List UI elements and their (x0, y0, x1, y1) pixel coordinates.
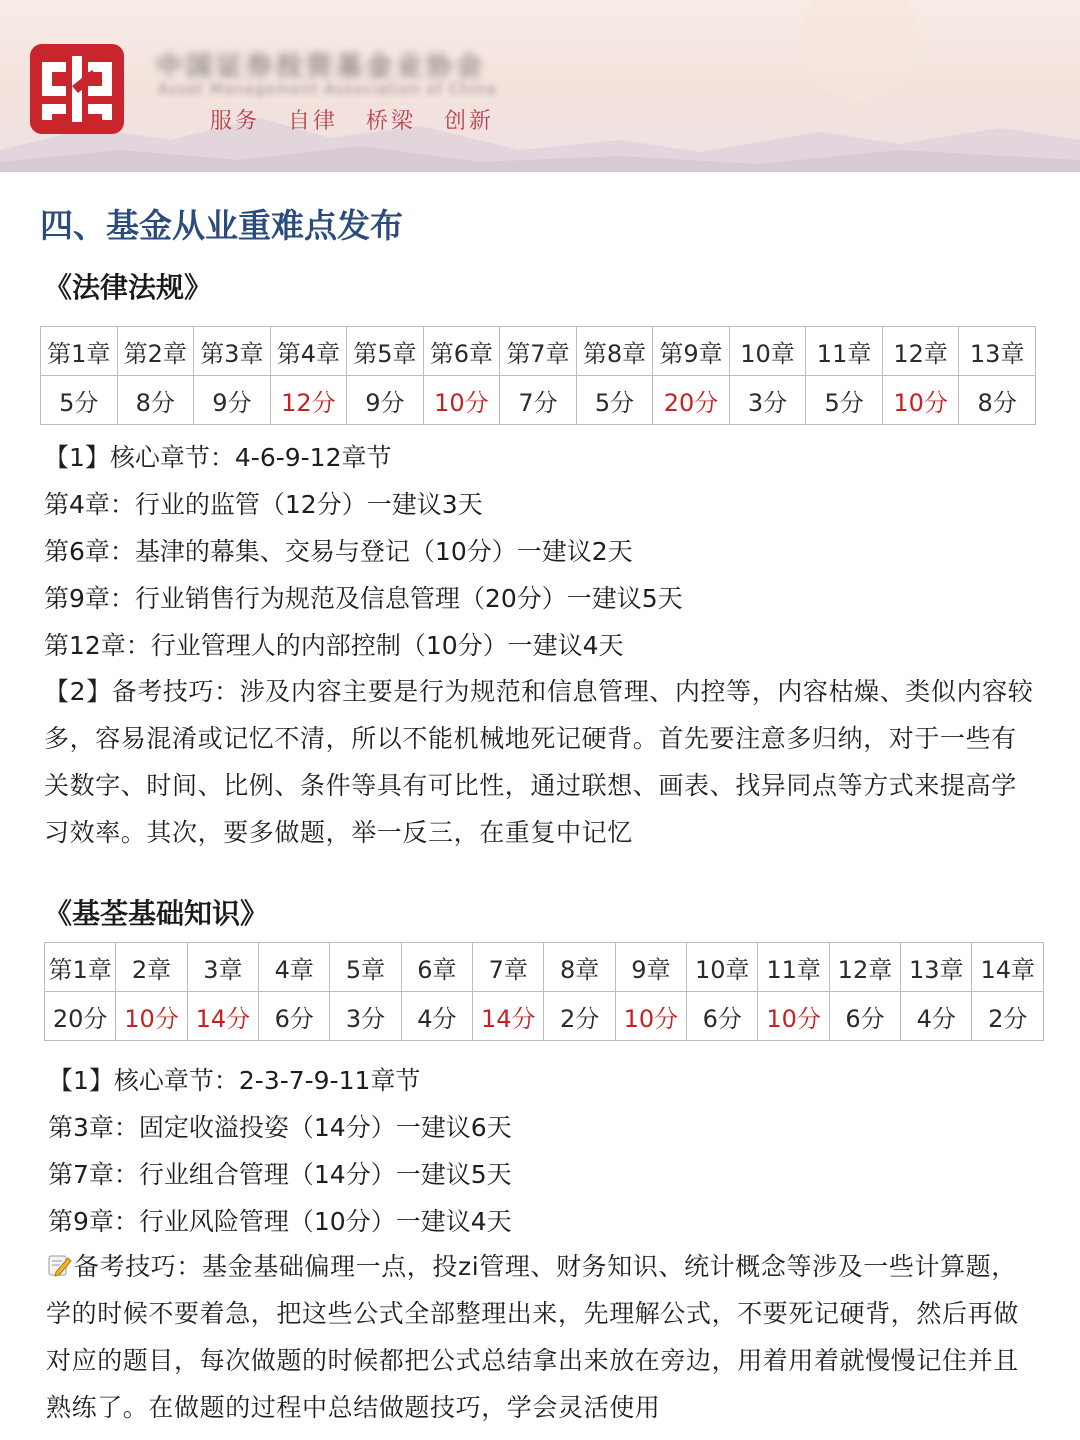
law-score-table (40, 326, 1036, 425)
chapter-cell: 8章 (544, 943, 615, 992)
chapter-cell: 12章 (882, 327, 959, 376)
chapter-cell: 第4章 (270, 327, 347, 376)
score-cell: 4分 (901, 992, 972, 1041)
chapter-cell: 4章 (259, 943, 330, 992)
slogan-word: 自律 (288, 109, 339, 134)
basics-subject-title: 《基荃基础知识》 (44, 897, 269, 930)
score-cell: 14分 (473, 992, 544, 1041)
score-cell: 10分 (882, 376, 959, 425)
organization-name-en: Asset Management Association of China (158, 80, 497, 98)
score-cell: 8分 (117, 376, 194, 425)
law-item: 第12章：行业管理人的内部控制（10分）一建议4天 (44, 631, 624, 660)
score-cell: 10分 (423, 376, 500, 425)
basics-study-tips-text: 备考技巧：基金基础偏理一点，投zi管理、财务知识、统计概念等涉及一些计算题，学的时候不要着急，把这些公式全部整理出来，先理解公式，不要死记硬背，然后再做对应的题目，每次做题的时候都把公式总结拿出来放在旁边，用着用着就慢慢记住并且熟练了。在做题的过程中总结做题技巧，学会灵活使用 (46, 1252, 1019, 1422)
law-item: 第6章：基津的幕集、交易与登记（10分）一建议2天 (44, 537, 633, 566)
score-cell: 5分 (41, 376, 118, 425)
law-subject-title: 《法律法规》 (44, 271, 213, 304)
score-cell: 2分 (544, 992, 615, 1041)
chapter-row (45, 943, 1044, 992)
chapter-cell: 第3章 (194, 327, 271, 376)
score-cell: 6分 (829, 992, 900, 1041)
score-cell: 4分 (401, 992, 472, 1041)
basics-item: 第3章：固定收溢投姿（14分）一建议6天 (48, 1113, 512, 1142)
chapter-cell: 第2章 (117, 327, 194, 376)
chapter-cell: 10章 (687, 943, 758, 992)
association-logo (28, 42, 126, 136)
memo-icon (46, 1252, 72, 1278)
score-cell: 3分 (729, 376, 806, 425)
score-cell: 10分 (758, 992, 829, 1041)
chapter-cell: 第6章 (423, 327, 500, 376)
chapter-cell: 第1章 (45, 943, 116, 992)
slogan-word: 桥梁 (366, 109, 417, 134)
chapter-cell: 14章 (972, 943, 1044, 992)
chapter-cell: 3章 (187, 943, 258, 992)
score-cell: 20分 (653, 376, 730, 425)
basics-item: 第9章：行业风险管理（10分）一建议4天 (48, 1207, 512, 1236)
score-cell: 12分 (270, 376, 347, 425)
organization-name: 中国证券投资基金业协会 (156, 52, 487, 82)
score-row (41, 376, 1036, 425)
chapter-cell: 6章 (401, 943, 472, 992)
slogan-word: 服务 (210, 109, 261, 134)
score-cell: 10分 (116, 992, 187, 1041)
chapter-cell: 13章 (901, 943, 972, 992)
score-cell: 20分 (45, 992, 116, 1041)
chapter-row (41, 327, 1036, 376)
law-item: 第9章：行业销售行为规范及信息管理（20分）一建议5天 (44, 584, 683, 613)
score-cell: 3分 (330, 992, 401, 1041)
chapter-cell: 9章 (615, 943, 686, 992)
chapter-cell: 2章 (116, 943, 187, 992)
score-cell: 8分 (959, 376, 1036, 425)
chapter-cell: 11章 (806, 327, 883, 376)
score-cell: 5分 (806, 376, 883, 425)
law-study-tips: 【2】备考技巧：涉及内容主要是行为规范和信息管理、内控等，内容枯燥、类似内容较多，容易混淆或记忆不清，所以不能机械地死记硬背。首先要注意多归纳，对于一些有关数字、时间、比例、条件等具有可比性，通过联想、画表、找异同点等方式来提高学习效率。其次，要多做题，举一反三，在重复中记忆 (44, 677, 1034, 847)
basics-study-tips (46, 1243, 1042, 1431)
header-banner (0, 0, 1080, 172)
chapter-cell: 10章 (729, 327, 806, 376)
chapter-cell: 13章 (959, 327, 1036, 376)
score-cell: 14分 (187, 992, 258, 1041)
slogan (210, 104, 512, 135)
score-cell: 10分 (615, 992, 686, 1041)
chapter-cell: 第9章 (653, 327, 730, 376)
score-cell: 5分 (576, 376, 653, 425)
score-cell: 6分 (687, 992, 758, 1041)
chapter-cell: 第1章 (41, 327, 118, 376)
chapter-cell: 第8章 (576, 327, 653, 376)
score-cell: 9分 (194, 376, 271, 425)
slogan-word: 创新 (444, 109, 495, 134)
chapter-cell: 第5章 (347, 327, 424, 376)
chapter-cell: 7章 (473, 943, 544, 992)
chapter-cell: 11章 (758, 943, 829, 992)
law-core-chapters: 【1】核心章节：4-6-9-12章节 (44, 443, 392, 472)
score-cell: 9分 (347, 376, 424, 425)
chapter-cell: 12章 (829, 943, 900, 992)
chapter-cell: 5章 (330, 943, 401, 992)
score-cell: 6分 (259, 992, 330, 1041)
score-cell: 7分 (500, 376, 577, 425)
basics-core-chapters: 【1】核心章节：2-3-7-9-11章节 (48, 1066, 421, 1095)
chapter-cell: 第7章 (500, 327, 577, 376)
basics-item: 第7章：行业组合管理（14分）一建议5天 (48, 1160, 512, 1189)
section-title: 四、基金从业重难点发布 (40, 206, 403, 245)
score-cell: 2分 (972, 992, 1044, 1041)
basics-score-table (44, 942, 1044, 1041)
score-row (45, 992, 1044, 1041)
law-item: 第4章：行业的监管（12分）一建议3天 (44, 490, 483, 519)
